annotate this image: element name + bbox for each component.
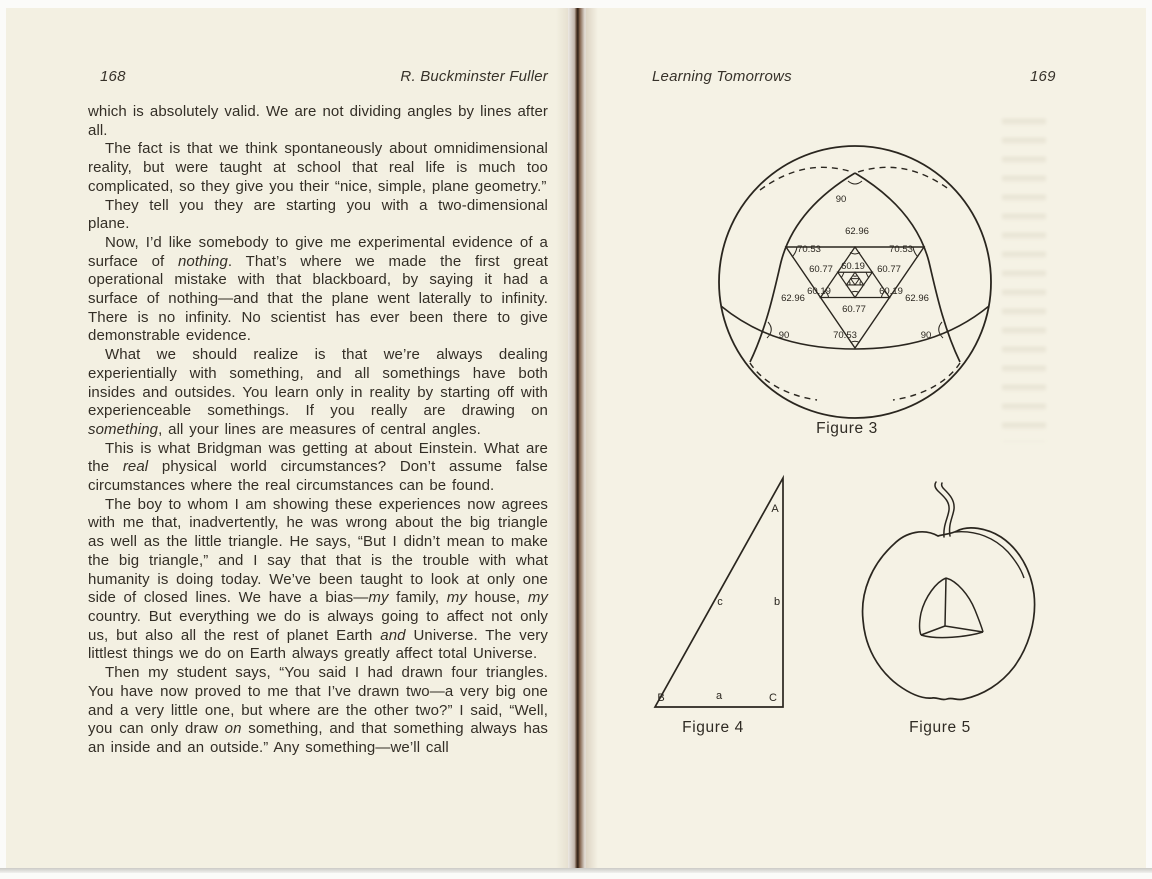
diagram-label: 62.96 — [845, 226, 869, 237]
figure4-triangle-diagram — [645, 468, 825, 718]
left-running-header: R. Buckminster Fuller — [400, 68, 548, 85]
diagram-label: C — [769, 692, 777, 704]
paragraph: What we should realize is that we’re always dealing experientially with something, and all somethings have both insides and outsides. You learn only in reality by starting off with experienceable somethings. If you really are drawing on something, all your lines are measures of central angles. — [88, 346, 548, 438]
diagram-label: 62.96 — [905, 293, 929, 304]
diagram-label: 60.19 — [879, 286, 903, 297]
diagram-label: c — [717, 596, 723, 608]
figure3-caption: Figure 3 — [816, 420, 878, 437]
figure4-labels — [657, 503, 780, 704]
right-page-number: 169 — [1030, 68, 1056, 85]
dashed-arc-top-left — [760, 167, 852, 190]
diagram-label: B — [657, 692, 665, 704]
diagram-label: 60.77 — [842, 304, 866, 315]
apple-shoulder-line — [955, 532, 1024, 578]
sphere-outline — [719, 146, 991, 418]
ghost-text-bleedthrough — [1002, 112, 1046, 442]
figure3-angle-labels — [779, 194, 932, 341]
body-text — [88, 103, 548, 758]
diagram-label: 60.19 — [841, 261, 865, 272]
right-running-header: Learning Tomorrows — [652, 68, 792, 85]
figure5-caption: Figure 5 — [909, 719, 971, 736]
diagram-label: 90 — [778, 330, 790, 341]
diagram-label: 60.77 — [877, 264, 901, 275]
dashed-arc-bottom-right — [893, 363, 960, 400]
paragraph: The boy to whom I am showing these experiences now agrees with me that, inadvertently, he was wrong about the big triangle as well as the little triangle. He says, “But I didn’t mean to make the big triangle,” and I say that that is the trouble with what humanity is doing today. We’ve been taught to look at only one side of closed lines. We have a bias—my family, my house, my country. But everything we do is always going to affect not only us, but also all the rest of planet Earth and Universe. The very littlest things we do on Earth always greatly affect total Universe. — [88, 495, 549, 663]
left-page-number: 168 — [100, 68, 126, 85]
diagram-label: 60.77 — [809, 264, 833, 275]
diagram-label: 90 — [835, 194, 847, 205]
diagram-label: 62.96 — [781, 293, 805, 304]
dashed-arc-top-right — [858, 167, 950, 190]
paragraph: They tell you they are starting you with a two-dimensional plane. — [88, 196, 548, 233]
diagram-label: a — [715, 690, 723, 702]
book-spine — [556, 8, 598, 868]
diagram-label: A — [771, 503, 779, 515]
paragraph: Now, I’d like somebody to give me experimental evidence of a surface of nothing. That’s where we made the first great operational mistake with that blackboard, by saying it had a surface of nothing—and that the plane went laterally to infinity. There is no infinity. No scientist has ever been there to give demonstrable evidence. — [88, 233, 548, 345]
paragraph: The fact is that we think spontaneously about omnidimensional reality, but were taught at school that real life is much too complicated, so they give you their “nice, simple, plane geometry.” — [88, 140, 548, 195]
dashed-arc-bottom-left — [750, 363, 817, 400]
figure3-sphere-diagram — [705, 142, 1005, 442]
diagram-label: 60.19 — [807, 286, 831, 297]
apple-stem — [935, 482, 954, 537]
apple-core-wedge — [920, 578, 984, 638]
triangle-outline — [655, 478, 783, 707]
page-bottom-shadow — [0, 868, 1152, 873]
diagram-label: 70.53 — [889, 244, 913, 255]
paragraph: which is absolutely valid. We are not dividing angles by lines after all. — [88, 103, 548, 139]
figure4-caption: Figure 4 — [682, 719, 744, 736]
diagram-label: 90 — [920, 330, 932, 341]
triangle-tiniest — [851, 279, 860, 285]
paragraph: Then my student says, “You said I had drawn four triangles. You have now proved to me that I’ve drawn two—a very big one and a very little one, but where are the other two?” I said, “Well, you can only draw on something, and that something always has an inside and an outside.” Any something—we’ll call — [88, 664, 548, 756]
diagram-label: 70.53 — [833, 330, 857, 341]
diagram-label: 70.53 — [797, 244, 821, 255]
paragraph: This is what Bridgman was getting at about Einstein. What are the real physical world circumstances? Don’t assume false circumstances where the real circumstances can be found. — [88, 439, 549, 495]
diagram-label: b — [773, 596, 781, 608]
figure5-apple-diagram — [852, 470, 1042, 710]
